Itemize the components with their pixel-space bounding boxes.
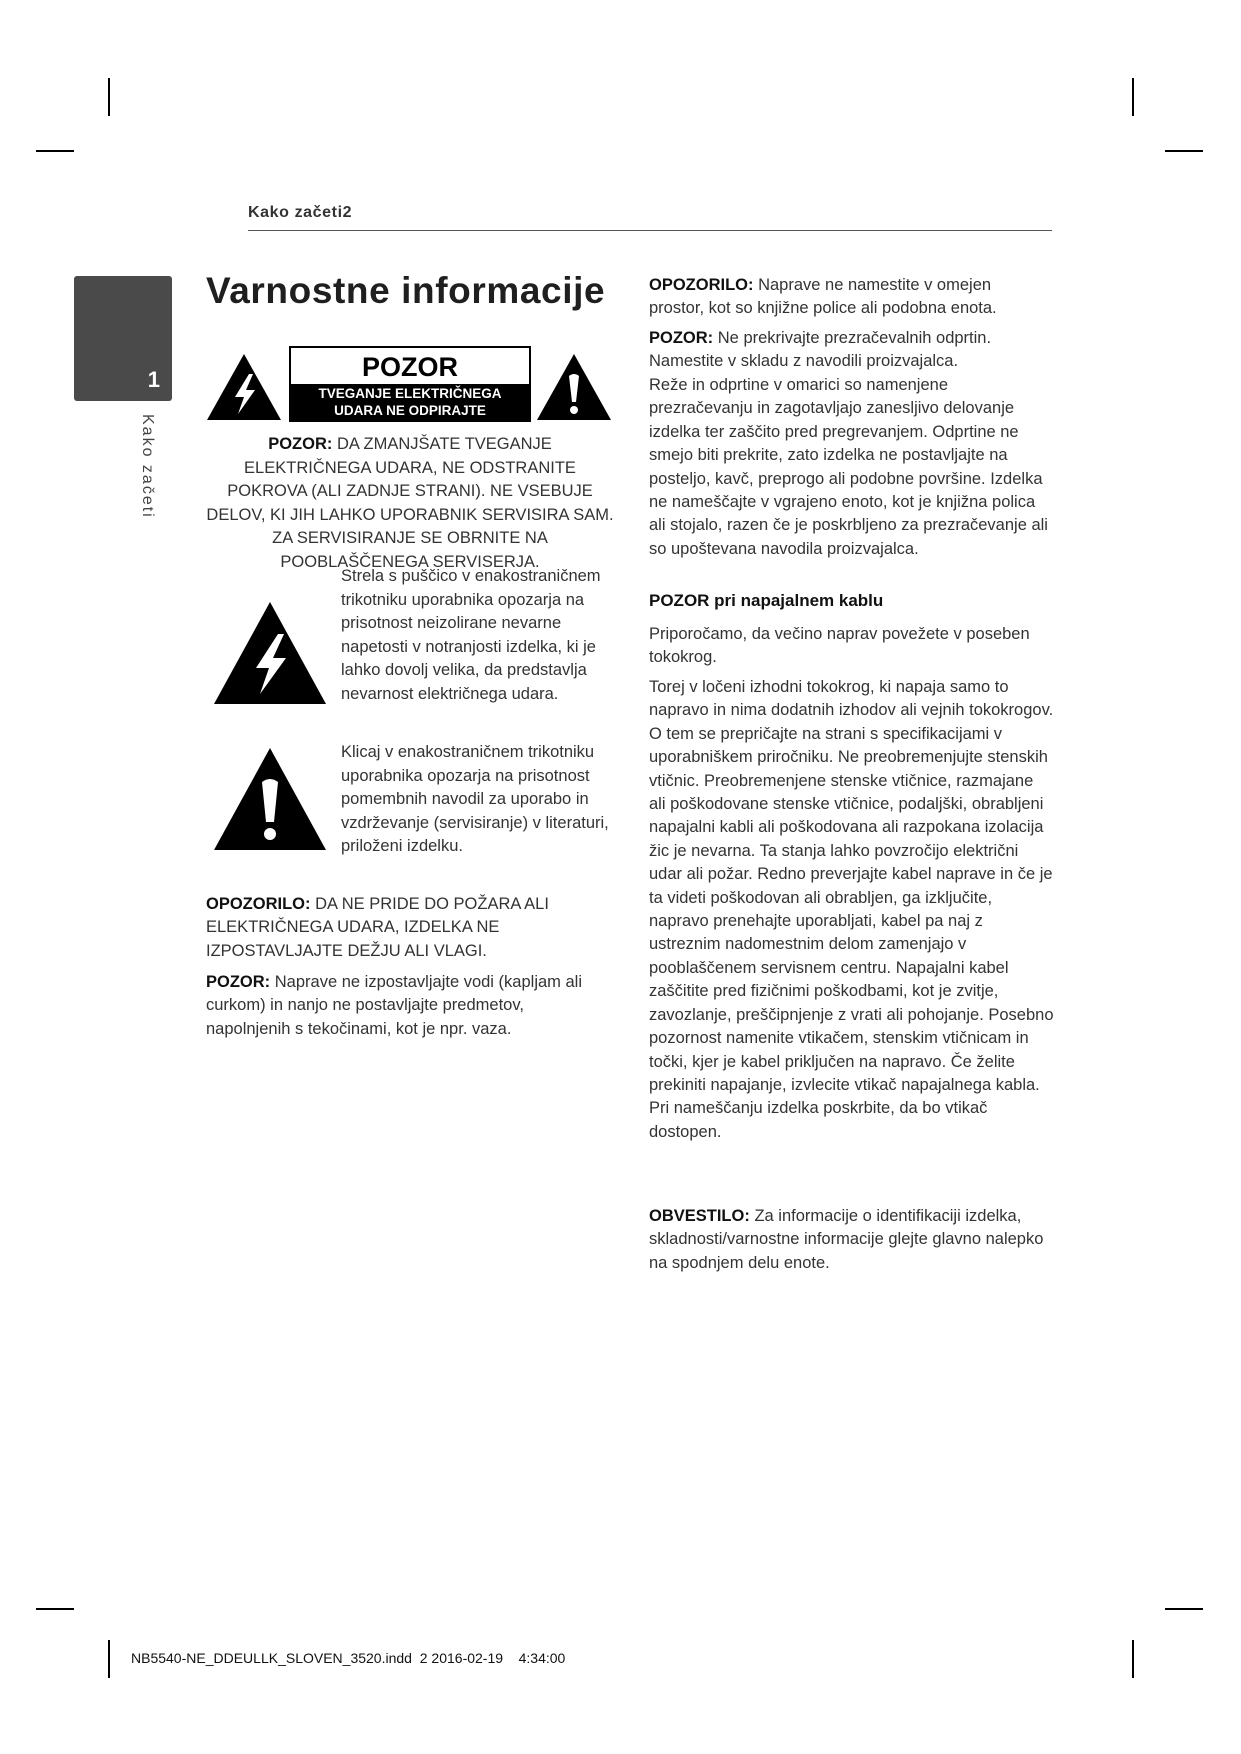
ventilation-paragraph: Reže in odprtine v omarici so namenjene prezračevanju in zagotavljajo zanesljivo delovanje izdelka ter zaščito pred pregrevanjem. Odprtine ne smejo biti prekrite, zato izdelka ne postavljajte na posteljo, kavč, preprogo ali podobne površine. Izdelka ne nameščajte v vgrajeno enoto, kot je knjižna polica ali stojalo, razen če je poskrbljeno za prezračevanje ali so upoštevana navodila proizvajalca. — [649, 376, 1048, 558]
left-caution-paragraph — [206, 971, 601, 1041]
caps-warning-lead: POZOR: — [268, 435, 333, 453]
crop-mark — [1132, 1640, 1134, 1678]
right-caution-lead: POZOR: — [649, 329, 714, 347]
footer-file: NB5540-NE_DDEULLK_SLOVEN_3520.indd — [131, 1650, 412, 1666]
footer-date: 2016-02-19 — [431, 1650, 504, 1666]
page-title: Varnostne informacije — [206, 270, 606, 311]
running-head: Kako začeti2 — [248, 204, 1052, 231]
chapter-tab — [74, 276, 172, 401]
caution-line-1: TVEGANJE ELEKTRIČNEGA — [318, 386, 502, 401]
chapter-side-label: Kako začeti — [139, 414, 156, 519]
notice-text: Za informacije o identifikaciji izdelka, skladnosti/varnostne informacije glejte glavno nalepko na spodnjem delu enote. — [649, 1207, 1044, 1272]
lightning-warning-icon — [212, 600, 328, 706]
left-caution-lead: POZOR: — [206, 973, 271, 991]
crop-mark — [36, 1608, 74, 1610]
left-caution-text: Naprave ne izpostavljajte vodi (kapljam ali curkom) in nanjo ne postavljajte predmetov, napolnjenih s tekočinami, kot je npr. vaza. — [206, 973, 582, 1038]
caps-warning-text: DA ZMANJŠATE TVEGANJE ELEKTRIČNEGA UDARA, NE ODSTRANITE POKROVA (ALI ZADNJE STRANI). NE VSEBUJE DELOV, KI JIH LAHKO UPORABNIK SERVISIRA SAM. ZA SERVISIRANJE SE OBRNITE NA POOBLAŠČENEGA SERVISERJA. — [206, 435, 614, 571]
caps-warning — [206, 433, 614, 575]
right-warning-text: Naprave ne namestite v omejen prostor, kot so knjižne police ali podobna enota. — [649, 276, 997, 318]
caution-line-2: UDARA NE ODPIRAJTE — [334, 403, 486, 418]
chapter-number: 1 — [147, 367, 160, 392]
lightning-warning-icon — [205, 352, 283, 422]
exclamation-warning-icon — [535, 352, 613, 422]
left-warning-lead: OPOZORILO: — [206, 895, 311, 913]
crop-mark — [36, 150, 74, 152]
crop-mark — [108, 78, 110, 116]
right-caution-paragraph — [649, 327, 1049, 374]
dedicated-circuit-paragraph: Priporočamo, da večino naprav povežete v poseben tokokrog. — [649, 625, 1030, 667]
left-warning-paragraph — [206, 893, 566, 963]
power-cord-paragraph: Torej v ločeni izhodni tokokrog, ki napaja samo to napravo in nima dodatnih izhodov ali vejnih tokokrogov. O tem se prepričajte na strani s specifikacijami v uporabniškem priročniku. Ne preobremenjujte stenskih vtičnic. Preobremenjene stenske vtičnice, razmajane ali poškodovane stenske vtičnice, podaljški, obrabljeni napajalni kabli ali poškodovana ali razpokana izolacija žic je nevarna. Ta stanja lahko povzročijo električni udar ali požar. Redno preverjajte kabel naprave in če je ta videti poškodovan ali obrabljen, ga izključite, napravo prenehajte uporabljati, kabel pa naj z ustreznim nadomestnim delom zamenjajo v pooblaščenem servisnem centru. Napajalni kabel zaščitite pred fizičnimi poškodbami, kot je zvitje, zavozlanje, preščipnjenje z vrati ali pohojanje. Posebno pozornost namenite vtikačem, stenskim vtičnicam in točki, kjer je kabel priključen na napravo. Če želite prekiniti napajanje, izvlecite vtikač napajalnega kabla. Pri nameščanju izdelka poskrbite, da bo vtikač dostopen. — [649, 678, 1054, 1141]
exclamation-symbol-description: Klicaj v enakostraničnem trikotniku uporabnika opozarja na prisotnost pomembnih navodil za uporabo in vzdrževanje (servisiranje) v literaturi, priloženi izdelku. — [341, 743, 609, 855]
right-warning-lead: OPOZORILO: — [649, 276, 754, 294]
exclamation-warning-icon — [212, 746, 328, 852]
footer-page: 2 — [419, 1650, 428, 1666]
crop-mark — [108, 1640, 110, 1678]
right-caution-text: Ne prekrivajte prezračevalnih odprtin. Namestite v skladu z navodili proizvajalca. — [649, 329, 992, 371]
caution-label — [205, 346, 613, 422]
footer-time: 4:34:00 — [518, 1650, 566, 1666]
caution-subtext — [291, 384, 529, 420]
print-footer — [131, 1650, 565, 1666]
lightning-symbol-description: Strela s puščico v enakostraničnem trikotniku uporabnika opozarja na prisotnost neizolirane nevarne napetosti v notranjosti izdelka, ki je lahko dovolj velika, da predstavlja nevarnost električnega udara. — [341, 567, 601, 703]
notice-lead: OBVESTILO: — [649, 1207, 750, 1225]
notice-paragraph — [649, 1205, 1054, 1275]
caution-word: POZOR — [361, 352, 458, 382]
crop-mark — [1132, 78, 1134, 116]
power-cord-subheading: POZOR pri napajalnem kablu — [649, 591, 884, 610]
left-warning-text: DA NE PRIDE DO POŽARA ALI ELEKTRIČNEGA UDARA, IZDELKA NE IZPOSTAVLJAJTE DEŽJU ALI VLAGI. — [206, 895, 549, 960]
crop-mark — [1165, 150, 1203, 152]
crop-mark — [1165, 1608, 1203, 1610]
caution-box — [289, 346, 531, 422]
right-warning-paragraph — [649, 274, 1049, 321]
